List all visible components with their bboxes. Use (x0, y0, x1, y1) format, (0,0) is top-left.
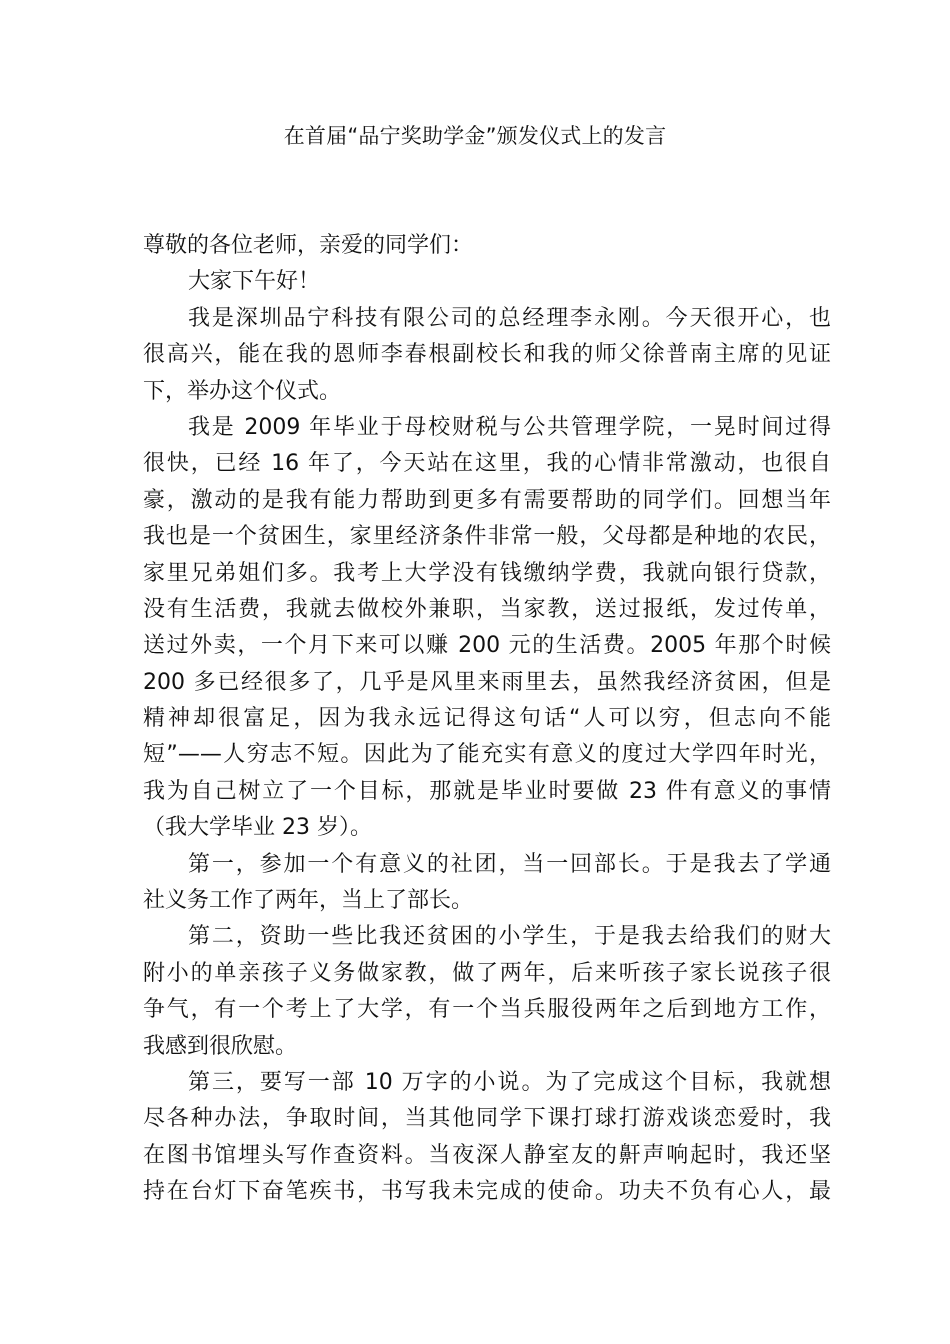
paragraph-line: 很快，已经 16 年了，今天站在这里，我的心情非常激动，也很自 (143, 451, 831, 477)
paragraph-line: 持在台灯下奋笔疾书，书写我未完成的使命。功夫不负有心人，最 (143, 1179, 831, 1205)
paragraph-line: 我也是一个贫困生，家里经济条件非常一般，父母都是种地的农民， (143, 524, 831, 550)
paragraph-line: 第三，要写一部 10 万字的小说。为了完成这个目标，我就想 (188, 1069, 831, 1095)
salutation-line: 尊敬的各位老师，亲爱的同学们： (143, 233, 474, 258)
paragraph-line: 精神却很富足，因为我永远记得这句话“人可以穷，但志向不能 (143, 706, 831, 732)
document-body (143, 228, 831, 1211)
paragraph-line: 我是深圳品宁科技有限公司的总经理李永刚。今天很开心，也 (188, 305, 831, 331)
paragraph-line: 争气，有一个考上了大学，有一个当兵服役两年之后到地方工作， (143, 997, 831, 1023)
paragraph-line: 第二，资助一些比我还贫困的小学生，于是我去给我们的财大 (188, 924, 831, 950)
paragraph-line: 我为自己树立了一个目标，那就是毕业时要做 23 件有意义的事情 (143, 778, 831, 804)
paragraph-line: 200 多已经很多了，几乎是风里来雨里去，虽然我经济贫困，但是 (143, 669, 831, 695)
paragraph-line: 家里兄弟姐们多。我考上大学没有钱缴纳学费，我就向银行贷款， (143, 560, 831, 586)
paragraph-line: 没有生活费，我就去做校外兼职，当家教，送过报纸，发过传单， (143, 596, 831, 622)
paragraph-line: 短”——人穷志不短。因此为了能充实有意义的度过大学四年时光， (143, 742, 831, 768)
paragraph-line: 附小的单亲孩子义务做家教，做了两年，后来听孩子家长说孩子很 (143, 960, 831, 986)
document-title: 在首届“品宁奖助学金”颁发仪式上的发言 (283, 124, 667, 148)
paragraph-line: 社义务工作了两年，当上了部长。 (143, 888, 474, 914)
paragraph-line: 送过外卖，一个月下来可以赚 200 元的生活费。2005 年那个时候 (143, 633, 831, 659)
paragraph-line: （我大学毕业 23 岁）。 (143, 815, 372, 841)
paragraph-line: 第一，参加一个有意义的社团，当一回部长。于是我去了学通 (188, 851, 831, 877)
paragraph-line: 很高兴，能在我的恩师李春根副校长和我的师父徐普南主席的见证 (143, 342, 831, 368)
paragraph-line: 我是 2009 年毕业于母校财税与公共管理学院，一晃时间过得 (188, 414, 831, 440)
paragraph-line: 在图书馆埋头写作查资料。当夜深人静室友的鼾声响起时，我还坚 (143, 1142, 831, 1168)
greeting-line: 大家下午好！ (188, 269, 321, 295)
paragraph-line: 我感到很欣慰。 (143, 1033, 298, 1059)
paragraph-line: 豪，激动的是我有能力帮助到更多有需要帮助的同学们。回想当年 (143, 487, 831, 513)
paragraph-line: 下，举办这个仪式。 (143, 378, 342, 404)
paragraph-line: 尽各种办法，争取时间，当其他同学下课打球打游戏谈恋爱时，我 (143, 1106, 831, 1132)
